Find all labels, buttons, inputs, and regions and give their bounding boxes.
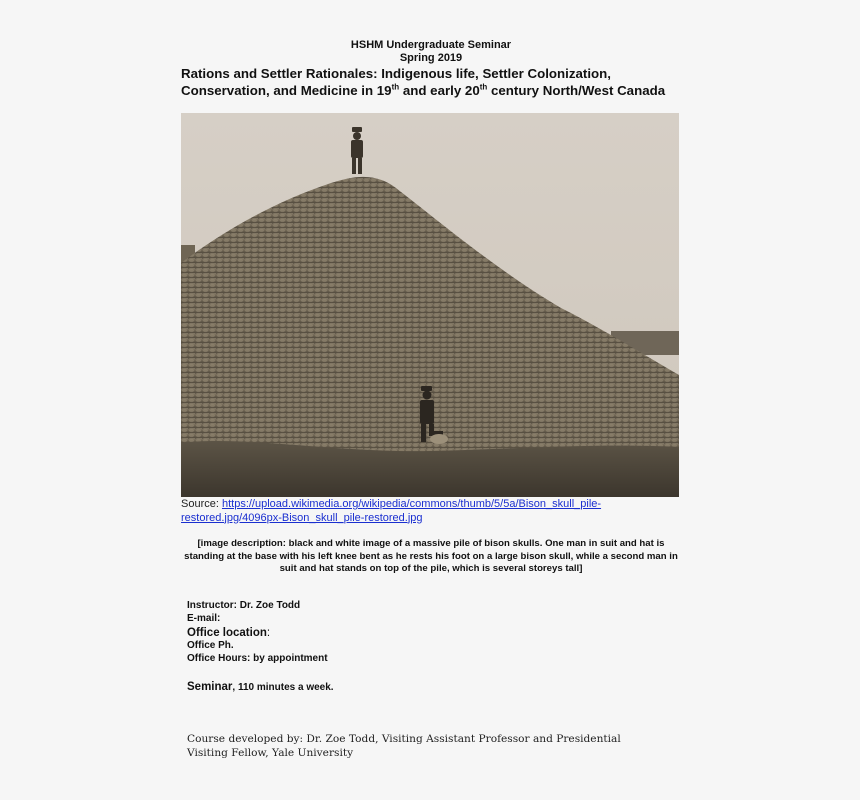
email-line: E-mail:: [187, 612, 221, 624]
image-description: [image description: black and white image of a massive pile of bison skulls. One man in suit and hat is standing at the base with his left knee bent as he rests his foot on a large bison skull, while a second man in suit and hat stands on top of the pile, which is several storeys tall]: [184, 538, 678, 574]
course-header: [181, 39, 681, 65]
office-hours: Office Hours: by appointment: [187, 652, 328, 664]
term: Spring 2019: [399, 52, 463, 64]
document-title: Rations and Settler Rationales: Indigenous life, Settler Colonization, Conservation, and Medicine in 19th and early 20th century North/West Canada: [181, 66, 666, 98]
program-name: HSHM Undergraduate Seminar: [350, 39, 512, 51]
seminar-detail: , 110 minutes a week.: [232, 682, 334, 693]
office-location-label: Office location: [187, 627, 267, 639]
bison-skull-pile-photo: [181, 113, 679, 497]
seminar-label: Seminar: [187, 681, 233, 693]
office-phone: Office Ph.: [187, 640, 234, 651]
image-source: Source: https://upload.wikimedia.org/wikipedia/commons/thumb/5/5a/Bison_skull_pile-restored.jpg/4096px-Bison_skull_pile-restored.jpg: [181, 498, 602, 524]
course-credit: Course developed by: Dr. Zoe Todd, Visiting Assistant Professor and Presidential Visiting Fellow, Yale University: [187, 733, 621, 759]
office-info: Office location: Office Ph. Office Hours: by appointment: [187, 626, 647, 665]
seminar-info: [187, 677, 647, 695]
source-link[interactable]: https://upload.wikimedia.org/wikipedia/commons/thumb/5/5a/Bison_skull_pile-restored.jpg/4096px-Bison_skull_pile-restored.jpg: [181, 498, 602, 524]
instructor-line: Instructor: Dr. Zoe Todd E-mail:: [187, 600, 647, 625]
